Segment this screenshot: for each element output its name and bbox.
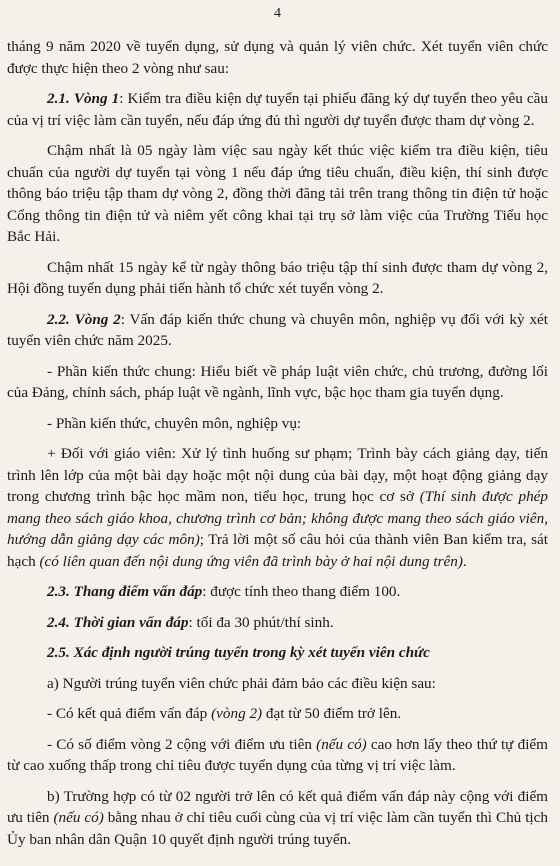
heading-round-2: 2.2. Vòng 2 — [47, 310, 121, 328]
paragraph-round-1-deadline: Chậm nhất là 05 ngày làm việc sau ngày kết thúc việc kiểm tra điều kiện, tiêu chuẩn của người dự tuyển tại vòng 1 nếu đáp ứng tiêu chuẩn, điều kiện, thí sinh được thông báo triệu tập tham dự vòng 2, đồng thời đăng tải trên trang thông tin điện tử hoặc Cổng thông tin điện tử và niêm yết công khai tại trụ sở làm việc của Trường Tiểu học Bắc Hải. — [7, 142, 548, 245]
round-2-text: : Vấn đáp kiến thức chung và chuyên môn, nghiệp vụ đối với kỳ xét tuyển viên chức năm 2025. — [7, 310, 548, 349]
paragraph-tie-break — [7, 786, 548, 851]
paragraph-conditions: a) Người trúng tuyển viên chức phải đảm bảo các điều kiện sau: — [47, 674, 436, 692]
paragraph-interview-time — [7, 612, 548, 634]
condition-score-note: (vòng 2) — [211, 705, 263, 722]
paragraph-round-2 — [7, 309, 548, 352]
paragraph-heading-winners — [7, 642, 548, 664]
condition-score-text-1: - Có kết quả điểm vấn đáp — [47, 705, 212, 722]
teachers-text-1: + Đối với giáo viên: Xử lý tình huống sư phạm; Trình bày cách giảng dạy, tiến trình lên lớp của một bài dạy hoặc một nội dung của bài dạy, một hoạt động giảng dạy trong chương trình bậc học mầm non, tiểu học, trung học cơ sở — [7, 445, 548, 505]
page-number: 4 — [274, 6, 281, 21]
heading-winners: 2.5. Xác định người trúng tuyển trong kỳ xét tuyển viên chức — [47, 644, 430, 661]
paragraph-condition-ranking — [7, 734, 548, 777]
condition-ranking-text-2: cao hơn lấy theo thứ tự điểm từ cao xuống thấp trong chỉ tiêu được tuyển dụng của từng vị trí việc làm. — [7, 735, 548, 774]
teachers-note-2: (có liên quan đến nội dung ứng viên đã trình bày ở hai nội dung trên) — [39, 552, 463, 570]
condition-ranking-note: (nếu có) — [316, 735, 367, 753]
paragraph-general-knowledge: - Phần kiến thức chung: Hiểu biết về pháp luật viên chức, chủ trương, đường lối của Đảng, chính sách, pháp luật về ngành, lĩnh vực, bậc học tham gia tuyển dụng. — [7, 362, 548, 401]
teachers-text-3: . — [462, 552, 467, 570]
condition-ranking-text-1: - Có số điểm vòng 2 cộng với điểm ưu tiên — [47, 735, 317, 753]
tie-break-note: (nếu có) — [53, 809, 104, 826]
tie-break-text-1: b) Trường hợp có từ 02 người trở lên có kết quả điểm vấn đáp này cộng với điểm ưu tiên — [7, 787, 548, 826]
interview-time-text: : tối đa 30 phút/thí sinh. — [188, 613, 334, 631]
round-1-text: : Kiểm tra điều kiện dự tuyển tại phiếu đăng ký dự tuyển theo yêu cầu của vị trí việc làm cần tuyển, nếu đáp ứng đủ thì người dự tuyển được tham dự vòng 2. — [7, 90, 548, 129]
paragraph-teachers — [7, 443, 548, 572]
paragraph-round-1 — [7, 88, 548, 131]
teachers-text-2: ; Trả lời một số câu hỏi của thành viên Ban kiểm tra, sát hạch — [7, 531, 548, 570]
paragraph-condition-score — [7, 703, 548, 725]
heading-round-1: 2.1. Vòng 1 — [47, 90, 120, 107]
paragraph-score-scale — [7, 581, 548, 603]
teachers-note-1: (Thí sinh được phép mang theo sách giáo khoa, chương trình cơ bản; không được mang theo sách giáo viên, hướng dẫn giảng dạy các môn) — [7, 488, 548, 548]
paragraph-professional-knowledge: - Phần kiến thức, chuyên môn, nghiệp vụ: — [47, 414, 302, 432]
paragraph-round-2-deadline: Chậm nhất 15 ngày kể từ ngày thông báo triệu tập thí sinh được tham dự vòng 2, Hội đồng tuyển dụng phải tiến hành tổ chức xét tuyển vòng 2. — [7, 258, 548, 297]
paragraph-intro: tháng 9 năm 2020 về tuyển dụng, sử dụng và quản lý viên chức. Xét tuyển viên chức được thực hiện theo 2 vòng như sau: — [7, 38, 548, 77]
score-scale-text: : được tính theo thang điểm 100. — [202, 583, 401, 600]
heading-score-scale: 2.3. Thang điểm vấn đáp — [47, 583, 203, 600]
condition-score-text-2: đạt từ 50 điểm trở lên. — [262, 705, 402, 722]
heading-interview-time: 2.4. Thời gian vấn đáp — [47, 613, 189, 631]
tie-break-text-2: bằng nhau ở chỉ tiêu cuối cùng của vị trí việc làm cần tuyển thì Chủ tịch Ủy ban nhân dân Quận 10 quyết định người trúng tuyển. — [7, 809, 548, 848]
